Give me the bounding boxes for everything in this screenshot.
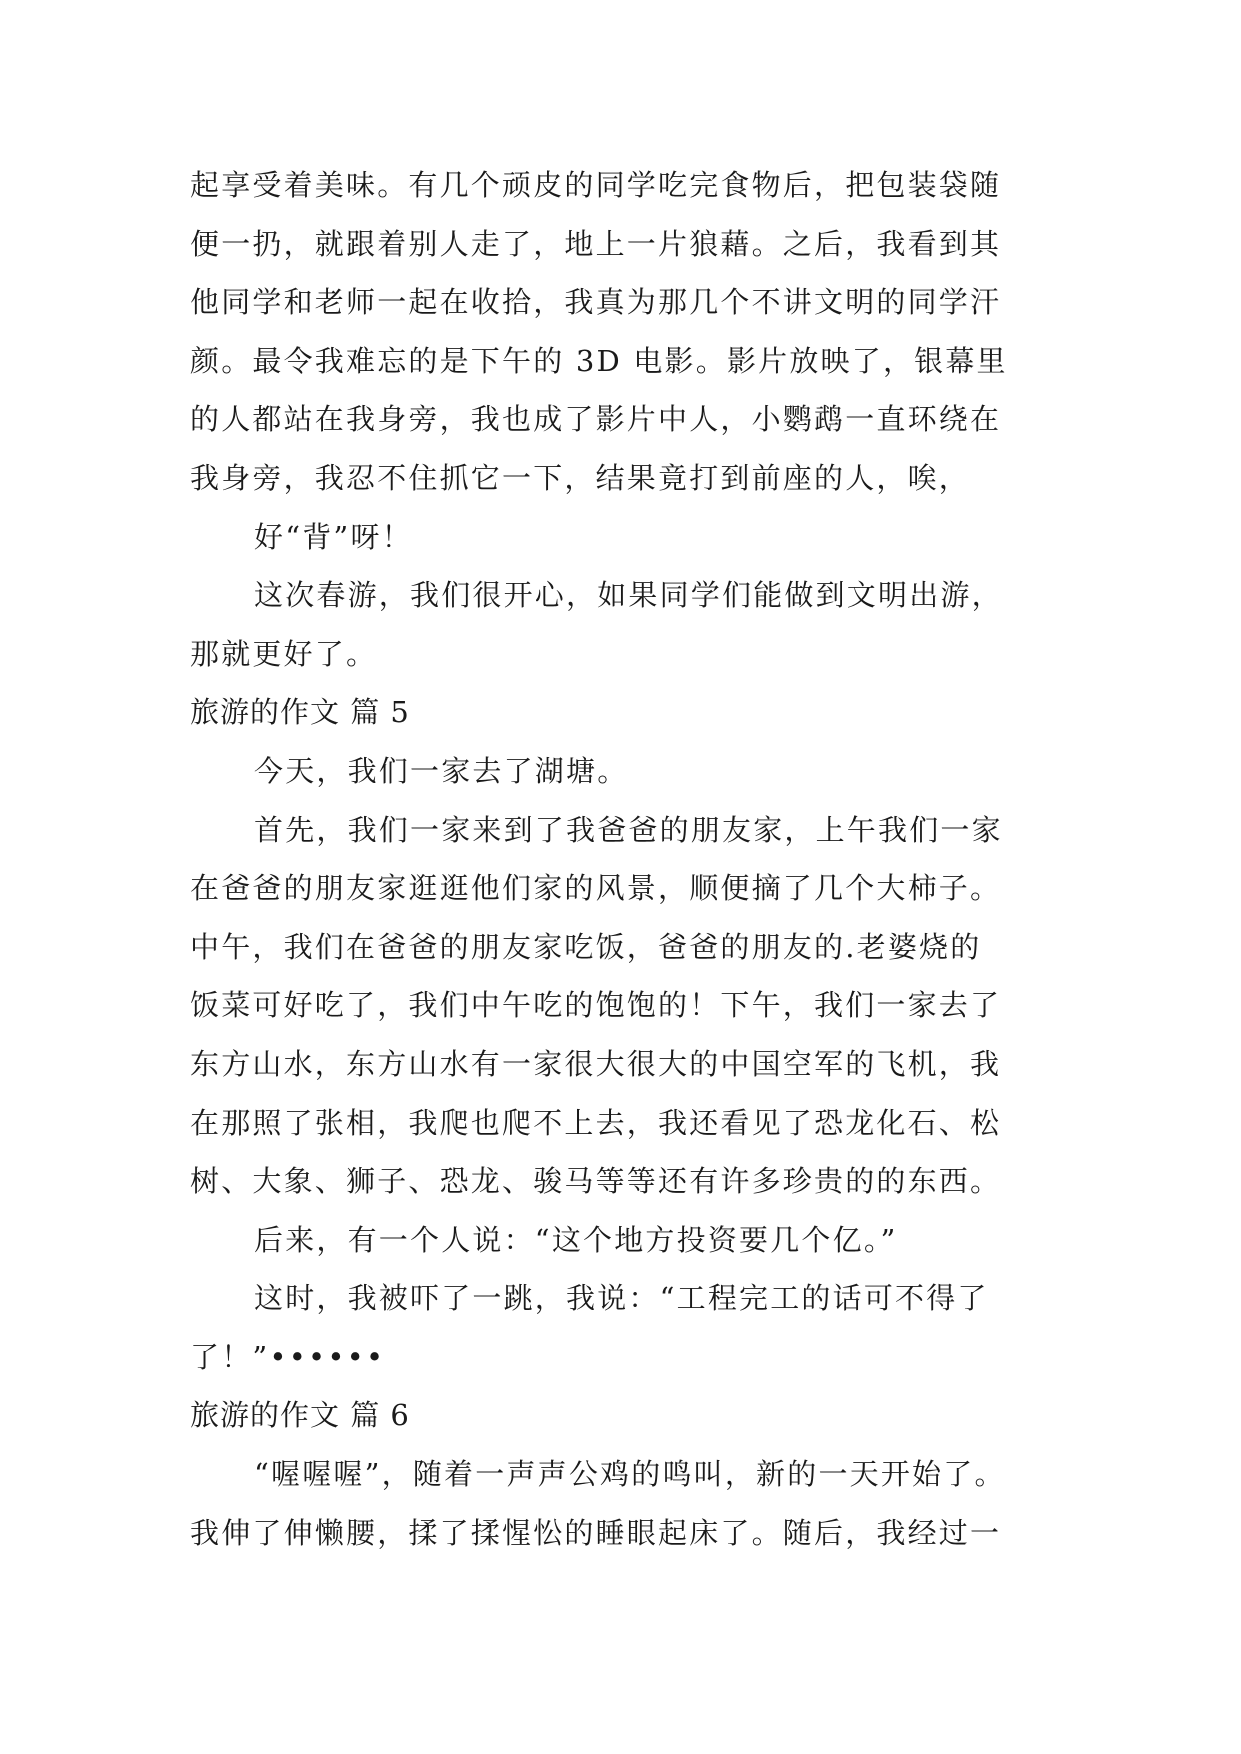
- text-line: 的人都站在我身旁，我也成了影片中人，小鹦鹉一直环绕在: [190, 402, 1002, 437]
- text-line: 树、大象、狮子、恐龙、骏马等等还有许多珍贵的的东西。: [190, 1164, 1002, 1199]
- section-heading: 旅游的作文 篇 6: [190, 1398, 410, 1433]
- text-line: 了！”••••••: [190, 1339, 386, 1374]
- text-line: 他同学和老师一起在收拾，我真为那几个不讲文明的同学汗: [190, 285, 1002, 320]
- paragraph: [190, 508, 1070, 567]
- paragraph: [190, 1211, 1070, 1270]
- section-heading: 旅游的作文 篇 5: [190, 695, 410, 730]
- text-line: 好“背”呀！: [254, 519, 413, 554]
- paragraph: [190, 156, 1070, 508]
- text-line: 在爸爸的朋友家逛逛他们家的风景，顺便摘了几个大柿子。: [190, 871, 1002, 906]
- text-line: 饭菜可好吃了，我们中午吃的饱饱的！下午，我们一家去了: [190, 988, 1002, 1023]
- paragraph: [190, 801, 1070, 1211]
- text-line: 中午，我们在爸爸的朋友家吃饭，爸爸的朋友的.老婆烧的: [190, 929, 982, 964]
- text-line: 今天，我们一家去了湖塘。: [254, 753, 629, 788]
- text-line: 颜。最令我难忘的是下午的 3D 电影。影片放映了，银幕里: [190, 343, 1008, 378]
- paragraph: [190, 566, 1070, 683]
- text-line: 后来，有一个人说：“这个地方投资要几个亿。”: [254, 1222, 898, 1257]
- paragraph: [190, 1445, 1070, 1562]
- text-line: 这时，我被吓了一跳，我说：“工程完工的话可不得了: [254, 1281, 989, 1316]
- text-line: 我身旁，我忍不住抓它一下，结果竟打到前座的人，唉，: [190, 460, 971, 495]
- paragraph: [190, 1269, 1070, 1386]
- text-line: 起享受着美味。有几个顽皮的同学吃完食物后，把包装袋随: [190, 168, 1002, 202]
- text-line: 东方山水，东方山水有一家很大很大的中国空军的飞机，我: [190, 1046, 1002, 1081]
- document-body: [190, 156, 1070, 1562]
- text-line: “喔喔喔”，随着一声声公鸡的鸣叫，新的一天开始了。: [254, 1457, 1006, 1492]
- text-line: 那就更好了。: [190, 636, 378, 671]
- text-line: 在那照了张相，我爬也爬不上去，我还看见了恐龙化石、松: [190, 1105, 1002, 1140]
- text-line: 首先，我们一家来到了我爸爸的朋友家，上午我们一家: [254, 812, 1003, 847]
- text-line: 这次春游，我们很开心，如果同学们能做到文明出游，: [254, 578, 1003, 613]
- paragraph: [190, 742, 1070, 801]
- text-line: 我伸了伸懒腰，揉了揉惺忪的睡眼起床了。随后，我经过一: [190, 1515, 1002, 1550]
- text-line: 便一扔，就跟着别人走了，地上一片狼藉。之后，我看到其: [190, 226, 1002, 261]
